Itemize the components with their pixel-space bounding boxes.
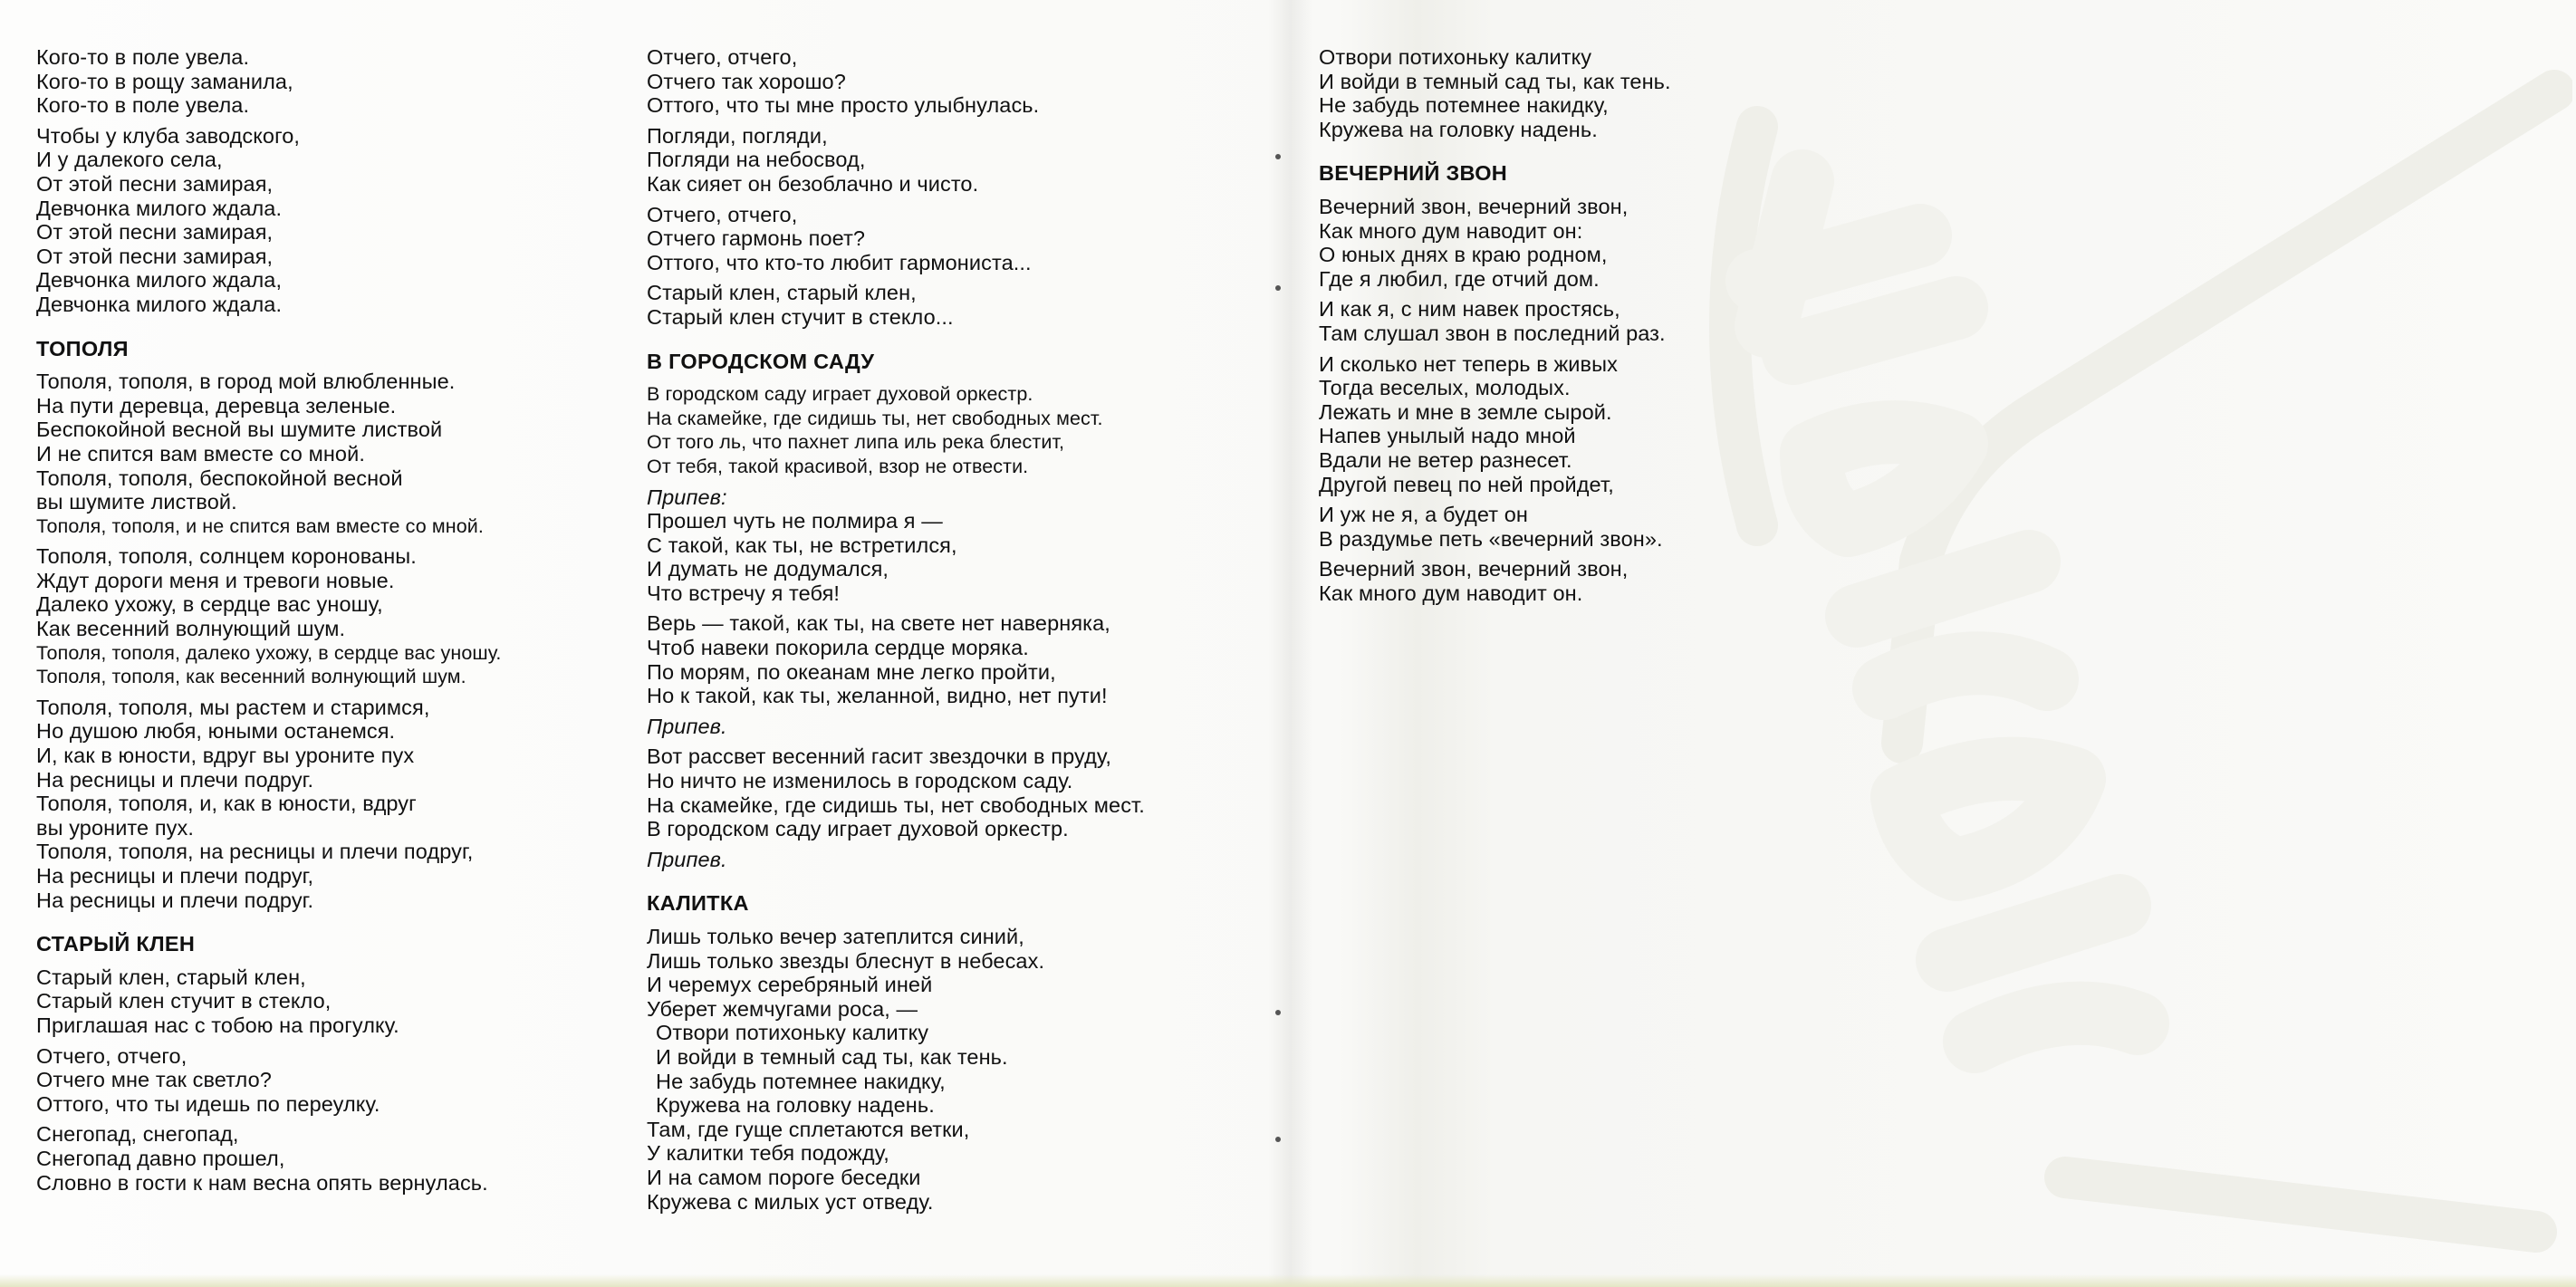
lyric-line: И думать не додумался, [647, 557, 889, 581]
lyric-line: У калитки тебя подожду, [647, 1141, 889, 1166]
lyric-line: Отчего гармонь поет? [647, 226, 866, 251]
stanza [1319, 297, 1880, 345]
lyric-line: И как я, с ним навек простясь, [1319, 297, 1620, 322]
lyric-line: И войди в темный сад ты, как тень. [1319, 69, 1671, 93]
lyric-line: Вдали не ветер разнесет. [1319, 447, 1572, 472]
song-title: В ГОРОДСКОМ САДУ [647, 349, 875, 373]
lyric-line: Далеко ухожу, в сердце вас уношу, [36, 592, 383, 617]
lyric-line: Снегопад давно прошел, [36, 1146, 285, 1170]
lyric-line: И у далекого села, [36, 148, 223, 172]
lyric-line: Приглашая нас с тобою на прогулку. [36, 1013, 399, 1037]
lyric-line: вы уроните пух. [36, 815, 194, 840]
lyric-line: Лишь только звезды блеснут в небесах. [647, 948, 1045, 973]
lyric-line: Погляди на небосвод, [647, 148, 866, 172]
lyric-line: И, как в юности, вдруг вы уроните пух [36, 744, 415, 768]
lyric-line: Чтоб навеки покорила сердце моряка. [647, 636, 1029, 660]
lyric-line: Старый клен, старый клен, [36, 965, 306, 989]
lyric-line: Снегопад, снегопад, [36, 1122, 239, 1147]
lyric-line: Отчего, отчего, [36, 1043, 187, 1068]
lyric-line: Старый клен, старый клен, [647, 281, 917, 305]
lyric-line: Кружева с милых уст отведу. [647, 1189, 934, 1214]
lyric-line: Вечерний звон, вечерний звон, [1319, 194, 1629, 218]
refrain-label: Припев: [647, 485, 727, 509]
lyric-line: Кого-то в рощу заманила, [36, 69, 293, 93]
stanza [647, 848, 1190, 872]
lyric-line: Как сияет он безоблачно и чисто. [647, 171, 979, 196]
lyric-line: Что встречу я тебя! [647, 581, 841, 605]
stanza [36, 1044, 598, 1117]
lyric-line: Отчего, отчего, [647, 45, 798, 69]
lyric-line: Вечерний звон, вечерний звон, [1319, 557, 1629, 581]
stanza [36, 124, 598, 317]
lyric-line: Другой певец по ней пройдет, [1319, 472, 1614, 496]
lyric-line: Тополя, тополя, далеко ухожу, в сердце вас уношу. [36, 641, 502, 664]
stanza [647, 382, 1190, 478]
stanza [647, 281, 1190, 329]
lyric-line: Лишь только вечер затеплится синий, [647, 925, 1024, 948]
lyric-line: вы шумите листвой. [36, 490, 237, 514]
lyric-line: В городском саду играет духовой оркестр. [647, 817, 1069, 841]
lyric-line: Как много дум наводит он: [1319, 218, 1583, 243]
stanza [647, 45, 1190, 118]
lyric-line: Отчего мне так светло? [36, 1068, 272, 1092]
lyrics-column-2 [647, 45, 1190, 1220]
lyric-line: Оттого, что ты идешь по переулку. [36, 1091, 380, 1116]
scan-dot [1275, 1137, 1281, 1142]
lyric-line: Прошел чуть не полмира я — [647, 509, 943, 533]
lyric-line: Не забудь потемнее накидку, [656, 1069, 946, 1093]
lyric-line: От этой песни замирая, [36, 244, 274, 268]
stanza [647, 485, 1190, 606]
lyric-line: Погляди, погляди, [647, 123, 828, 148]
lyric-line: Где я любил, где отчий дом. [1319, 266, 1600, 291]
stanza [647, 925, 1190, 1214]
stanza [36, 370, 598, 538]
lyric-line: Тополя, тополя, как весенний волнующий шум. [36, 666, 466, 688]
lyrics-column-1 [36, 45, 598, 1201]
lyric-line: От того ль, что пахнет липа иль река блестит, [647, 431, 1065, 454]
stanza [647, 203, 1190, 275]
lyric-line: Но ничто не изменилось в городском саду. [647, 769, 1073, 793]
scan-dot [1275, 154, 1281, 159]
lyric-line: На скамейке, где сидишь ты, нет свободных мест. [647, 792, 1145, 817]
lyric-line: Не забудь потемнее накидку, [1319, 93, 1609, 118]
refrain-repeat: Припев. [647, 714, 727, 738]
lyric-line: На скамейке, где сидишь ты, нет свободных мест. [647, 407, 1103, 429]
stanza [36, 45, 598, 118]
lyric-line: Тополя, тополя, беспокойной весной [36, 466, 403, 490]
lyric-line: О юных днях в краю родном, [1319, 243, 1608, 267]
lyric-line: И на самом пороге беседки [647, 1165, 921, 1189]
lyric-line: Тополя, тополя, мы растем и старимся, [36, 695, 430, 719]
song-title: ВЕЧЕРНИЙ ЗВОН [1319, 161, 1508, 186]
lyric-line: Лежать и мне в земле сырой. [1319, 399, 1612, 424]
lyric-line: Там слушал звон в последний раз. [1319, 321, 1666, 345]
lyric-line: Девчонка милого ждала, [36, 268, 283, 293]
lyric-line: И не спится вам вместе со мной. [36, 441, 365, 466]
lyric-line: Кружева на головку надень. [1319, 117, 1598, 141]
lyric-line: В городском саду играет духовой оркестр. [647, 383, 1033, 406]
lyric-line: Тополя, тополя, солнцем коронованы. [36, 544, 417, 569]
lyric-line: Чтобы у клуба заводского, [36, 123, 301, 148]
lyric-line: Девчонка милого ждала. [36, 292, 283, 316]
stanza [647, 611, 1190, 707]
lyrics-column-3 [1319, 45, 1880, 611]
lyric-line: Но к такой, как ты, желанной, видно, нет пути! [647, 684, 1108, 708]
lyric-line: И черемух серебряный иней [647, 973, 933, 997]
lyric-line: Кружева на головку надень. [656, 1093, 935, 1118]
lyric-line: Но душою любя, юными останемся. [36, 719, 396, 744]
lyric-line: От тебя, такой красивой, взор не отвести. [647, 455, 1029, 477]
lyric-line: По морям, по океанам мне легко пройти, [647, 659, 1056, 684]
lyric-line: Тополя, тополя, и, как в юности, вдруг [36, 792, 417, 816]
lyric-line: И уж не я, а будет он [1319, 503, 1528, 527]
stanza [647, 124, 1190, 197]
stanza [1319, 352, 1880, 497]
lyric-line: От этой песни замирая, [36, 220, 274, 245]
lyric-line: Верь — такой, как ты, на свете нет наверняка, [647, 611, 1110, 636]
stanza [647, 715, 1190, 739]
lyric-line: И сколько нет теперь в живых [1319, 351, 1618, 376]
stanza [36, 544, 598, 689]
lyric-line: Как много дум наводит он. [1319, 581, 1583, 605]
lyric-line: Тополя, тополя, и не спится вам вместе со мной. [36, 514, 484, 537]
lyric-line: Отвори потихоньку калитку [1319, 45, 1592, 69]
scan-dot [1275, 285, 1281, 291]
stanza [36, 1122, 598, 1195]
stanza [1319, 557, 1880, 605]
booklet-fold [1268, 0, 1313, 1287]
lyric-line: От этой песни замирая, [36, 171, 274, 196]
lyric-line: Тогда веселых, молодых. [1319, 376, 1571, 400]
lyric-line: Кого-то в поле увела. [36, 93, 250, 118]
lyric-line: Как весенний волнующий шум. [36, 617, 346, 641]
lyric-line: Тополя, тополя, на ресницы и плечи подруг, [36, 840, 474, 864]
scan-dot [1275, 1010, 1281, 1015]
lyric-line: Отчего так хорошо? [647, 69, 846, 93]
lyric-line: Оттого, что ты мне просто улыбнулась. [647, 93, 1040, 118]
lyric-line: Отчего, отчего, [647, 202, 798, 226]
lyric-line: Оттого, что кто-то любит гармониста... [647, 250, 1032, 274]
refrain-repeat: Припев. [647, 847, 727, 871]
lyric-line: Кого-то в поле увела. [36, 45, 250, 69]
lyric-line: Там, где гуще сплетаются ветки, [647, 1117, 970, 1141]
lyric-line: Старый клен стучит в стекло, [36, 989, 332, 1013]
lyric-line: На ресницы и плечи подруг, [36, 864, 314, 888]
lyric-line: Словно в гости к нам весна опять вернулась. [36, 1170, 488, 1195]
lyric-line: Старый клен стучит в стекло... [647, 304, 954, 329]
lyric-line: Беспокойной весной вы шумите листвой [36, 418, 443, 442]
lyric-line: Вот рассвет весенний гасит звездочки в пруду, [647, 744, 1112, 769]
stanza [1319, 195, 1880, 291]
song-title: ТОПОЛЯ [36, 336, 129, 360]
lyric-line: На ресницы и плечи подруг. [36, 888, 314, 912]
stanza [36, 965, 598, 1038]
lyric-line: С такой, как ты, не встретился, [647, 533, 957, 557]
stanza [1319, 45, 1880, 141]
song-title: СТАРЫЙ КЛЕН [36, 932, 196, 956]
stanza [36, 696, 598, 912]
page-bottom-edge [0, 1274, 2576, 1287]
lyric-line: На ресницы и плечи подруг. [36, 767, 314, 792]
lyric-line: Уберет жемчугами роса, — [647, 996, 918, 1021]
lyric-line: В раздумье петь «вечерний звон». [1319, 526, 1663, 551]
lyric-line: На пути деревца, деревца зеленые. [36, 393, 397, 418]
stanza [1319, 503, 1880, 551]
lyric-line: Напев унылый надо мной [1319, 424, 1576, 448]
lyric-line: И войди в темный сад ты, как тень. [656, 1044, 1008, 1069]
lyric-line: Тополя, тополя, в город мой влюбленные. [36, 370, 456, 394]
song-title: КАЛИТКА [647, 891, 749, 916]
lyric-line: Ждут дороги меня и тревоги новые. [36, 568, 395, 592]
stanza [647, 744, 1190, 840]
lyric-line: Девчонка милого ждала. [36, 196, 283, 220]
lyric-line: Отвори потихоньку калитку [656, 1021, 929, 1045]
